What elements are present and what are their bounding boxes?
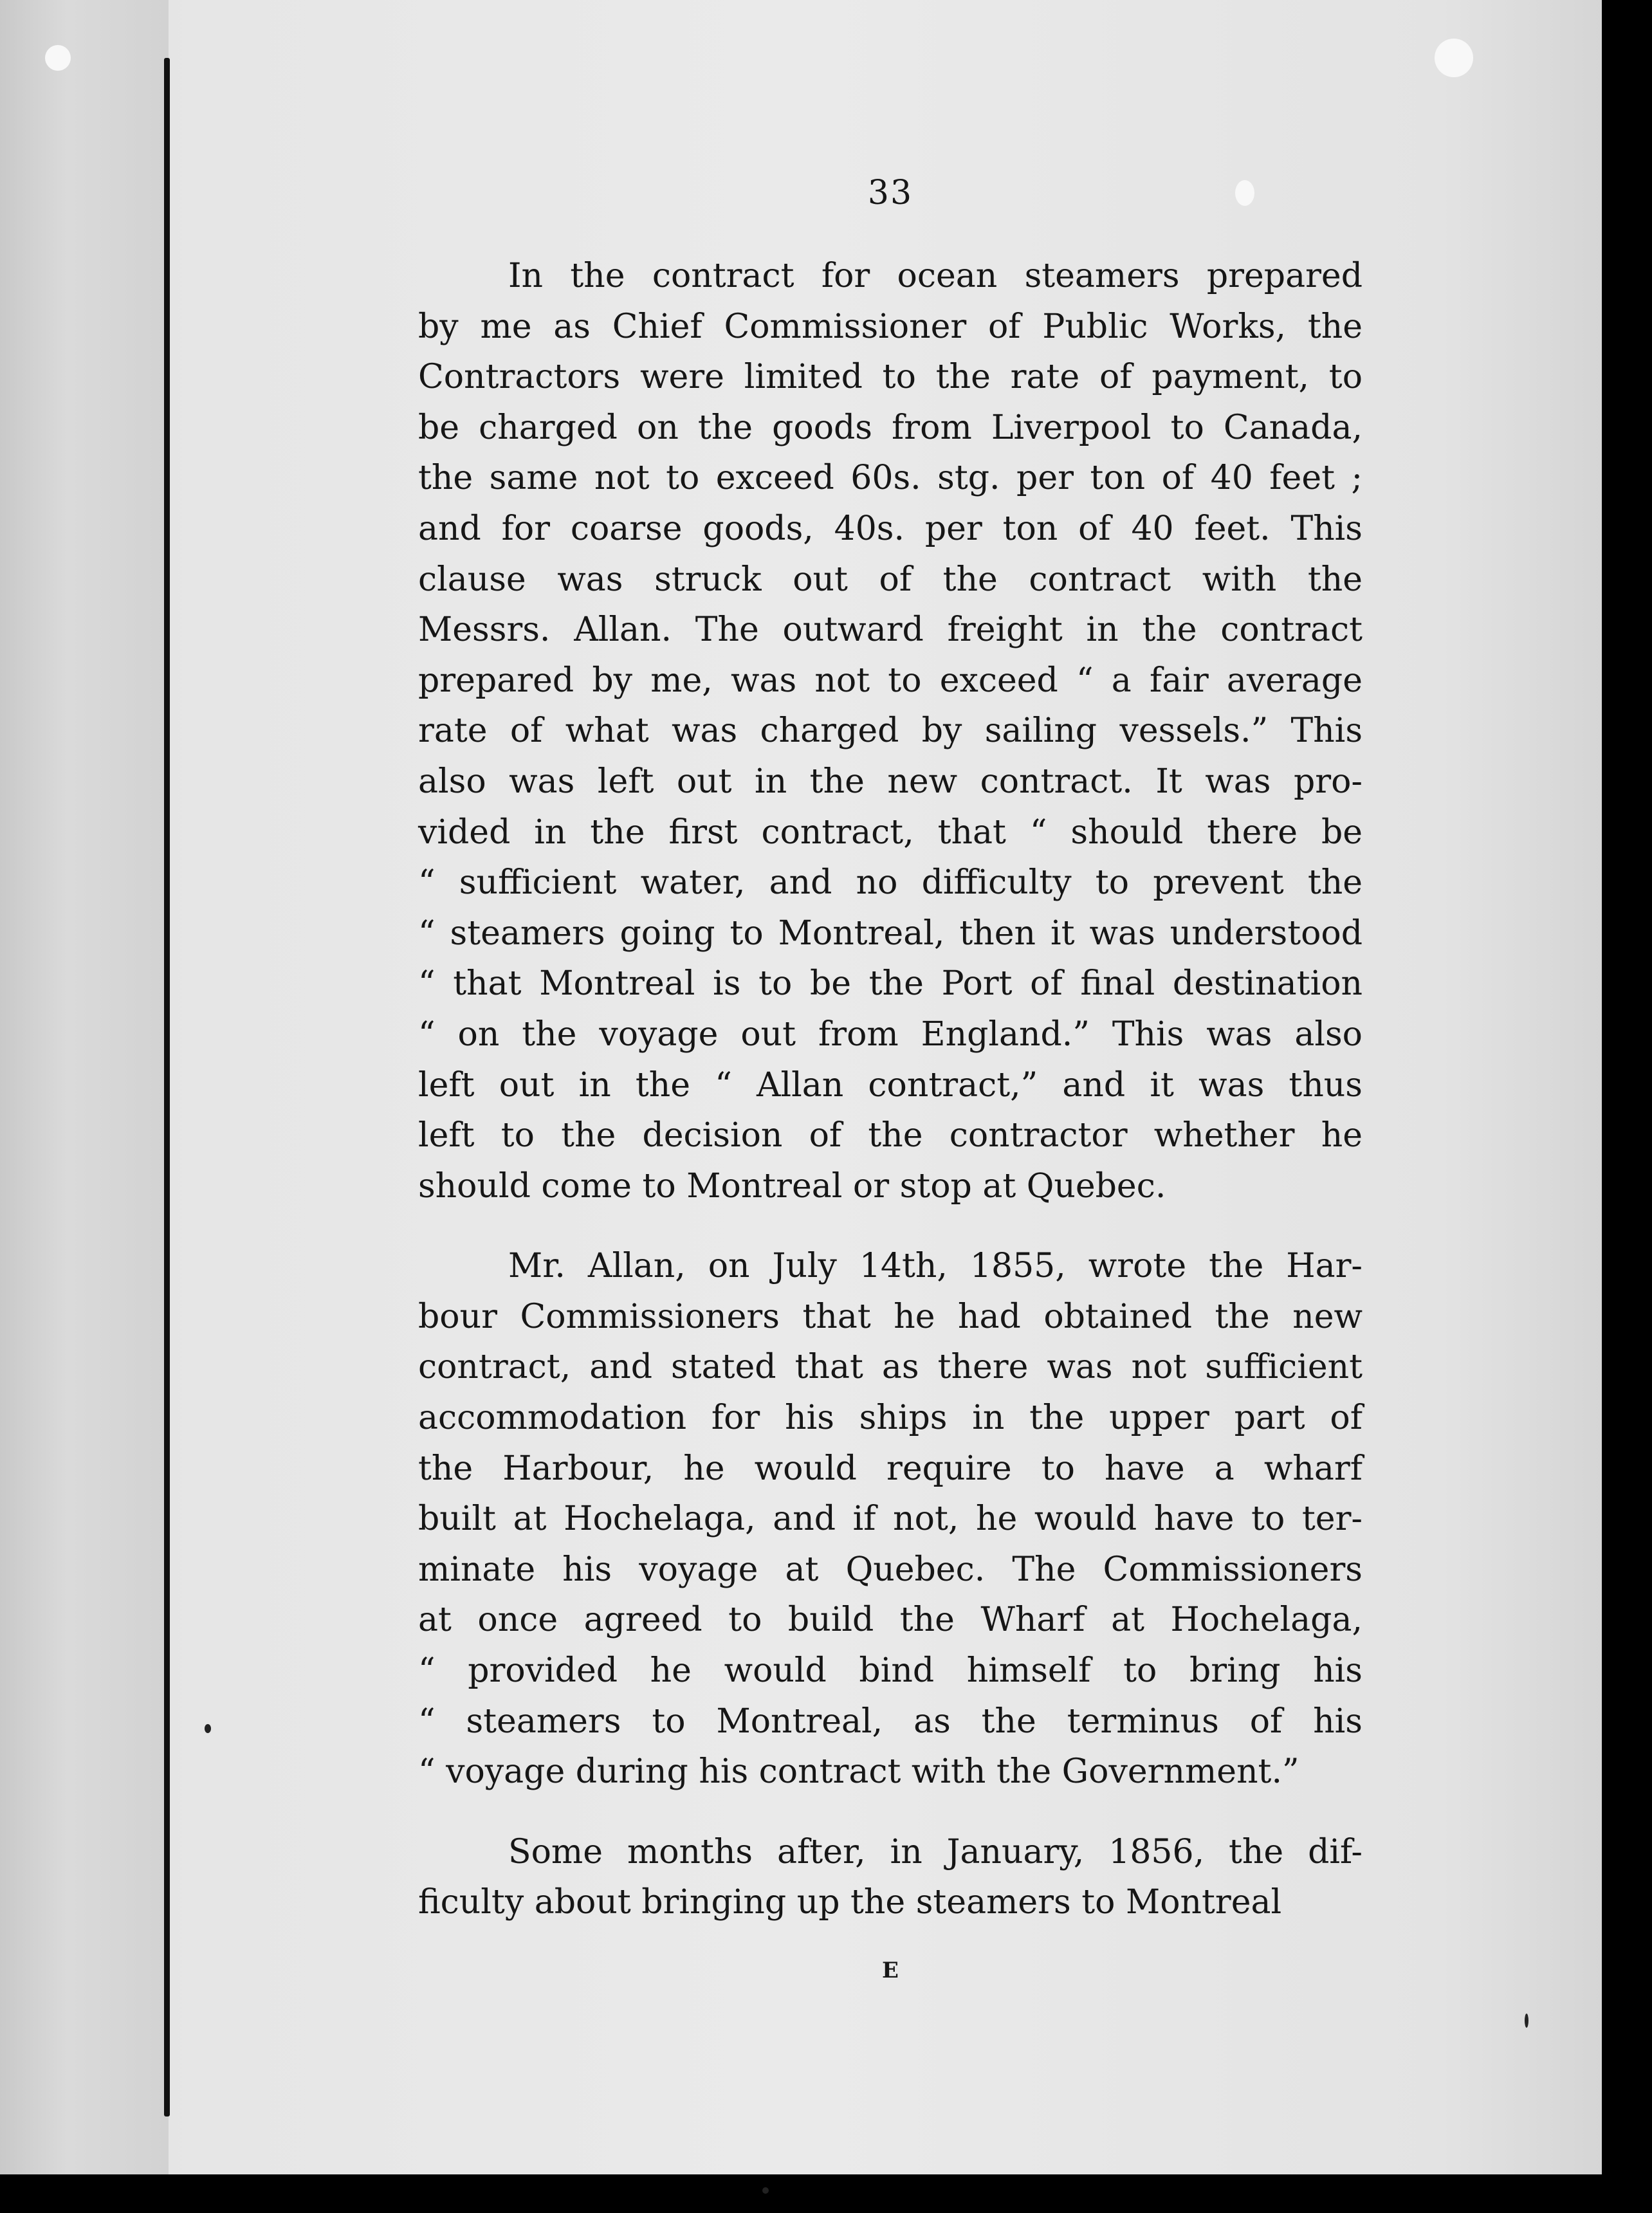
text-line: left to the decision of the contractor whether he: [418, 1116, 1363, 1155]
signature-mark: E: [882, 1958, 899, 1983]
text-line: “ on the voyage out from England.” This was also: [418, 1015, 1363, 1054]
text-line: contract, and stated that as there was not sufficient: [418, 1348, 1363, 1387]
text-line: “ provided he would bind himself to bring his: [418, 1651, 1363, 1691]
text-line: accommodation for his ships in the upper part of: [418, 1399, 1363, 1438]
paragraph: [418, 1827, 1363, 1928]
text-line: Contractors were limited to the rate of payment, to: [418, 358, 1363, 397]
text-line: clause was struck out of the contract with the: [418, 560, 1363, 599]
text-line: the same not to exceed 60s. stg. per ton of 40 feet ;: [418, 459, 1363, 498]
text-line: Some months after, in January, 1856, the dif-: [508, 1832, 1363, 1871]
text-line: by me as Chief Commissioner of Public Works, the: [418, 307, 1363, 346]
paragraph: [418, 251, 1363, 1211]
text-line: at once agreed to build the Wharf at Hochelaga,: [418, 1601, 1363, 1640]
scan-speck: [45, 45, 71, 71]
gutter-edge-line: [164, 58, 170, 2117]
scan-speck: [205, 1724, 211, 1733]
text-line: the Harbour, he would require to have a wharf: [418, 1449, 1363, 1488]
text-line: In the contract for ocean steamers prepared: [508, 257, 1363, 295]
text-line: vided in the first contract, that “ should there be: [418, 813, 1363, 852]
text-line: prepared by me, was not to exceed “ a fair average: [418, 661, 1363, 700]
text-line: rate of what was charged by sailing vessels.” This: [418, 712, 1363, 751]
scan-speck: [1525, 2014, 1528, 2028]
scan-speck: [762, 2187, 769, 2194]
text-line: bour Commissioners that he had obtained the new: [418, 1297, 1363, 1336]
binding-margin: [0, 0, 169, 2174]
text-line: should come to Montreal or stop at Quebec.: [418, 1166, 1166, 1206]
text-line: be charged on the goods from Liverpool to Canada,: [418, 408, 1363, 447]
text-line: ficulty about bringing up the steamers to Montreal: [418, 1883, 1282, 1922]
text-line: “ steamers to Montreal, as the terminus of his: [418, 1702, 1363, 1741]
text-line: Mr. Allan, on July 14th, 1855, wrote the Har-: [508, 1247, 1363, 1286]
text-line: also was left out in the new contract. It was pro-: [418, 762, 1363, 801]
scan-speck: [1435, 39, 1473, 77]
text-line: minate his voyage at Quebec. The Commissioners: [418, 1550, 1363, 1589]
body-text: [418, 251, 1363, 1928]
text-line: “ sufficient water, and no difficulty to prevent the: [418, 863, 1363, 903]
text-block: [418, 174, 1363, 1983]
text-line: built at Hochelaga, and if not, he would have to ter-: [418, 1500, 1363, 1539]
text-line: left out in the “ Allan contract,” and it was thus: [418, 1065, 1363, 1105]
text-line: “ that Montreal is to be the Port of final destination: [418, 964, 1363, 1004]
text-line: “ steamers going to Montreal, then it was understood: [418, 914, 1363, 953]
text-line: and for coarse goods, 40s. per ton of 40 feet. This: [418, 509, 1363, 548]
text-line: Messrs. Allan. The outward freight in the contract: [418, 611, 1363, 650]
page-number: 33: [867, 174, 913, 212]
text-line: “ voyage during his contract with the Government.”: [418, 1752, 1299, 1792]
paragraph: [418, 1241, 1363, 1797]
